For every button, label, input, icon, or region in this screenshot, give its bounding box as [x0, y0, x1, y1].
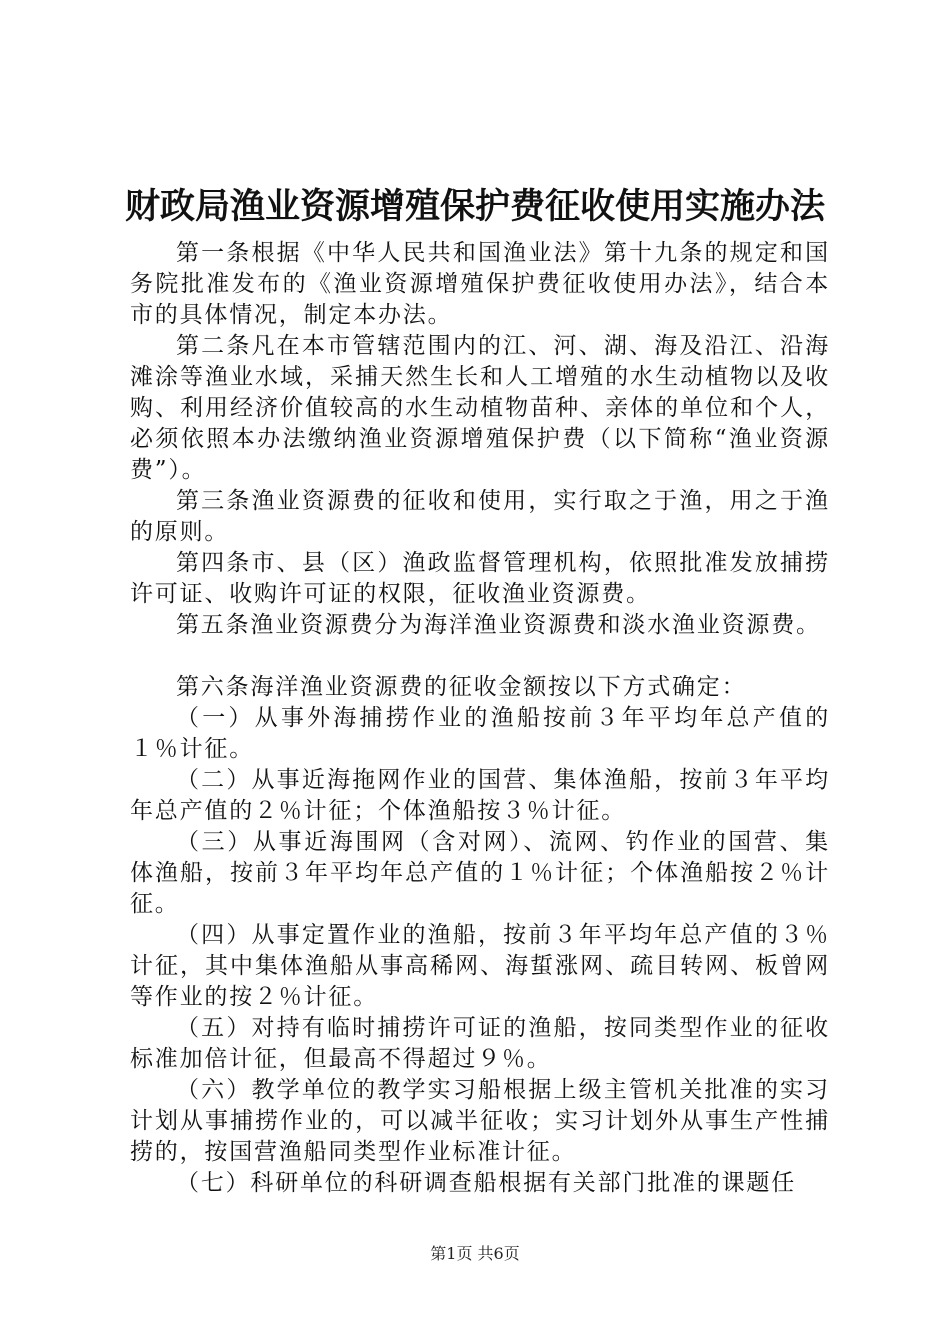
paragraph-article-2: 第二条凡在本市管辖范围内的江、河、湖、海及沿江、沿海滩涂等渔业水域，采捕天然生长和人工增殖的水生动植物以及收购、利用经济价值较高的水生动植物苗种、亲体的单位和个人，必须依照本办法缴纳渔业资源增殖保护费（以下简称“渔业资源费”）。	[130, 333, 830, 483]
paragraph-item-3: （三）从事近海围网（含对网）、流网、钓作业的国营、集体渔船，按前３年平均年总产值的１％计征；个体渔船按２％计征。	[130, 829, 830, 917]
document-body	[130, 238, 830, 1199]
paragraph-article-3: 第三条渔业资源费的征收和使用，实行取之于渔，用之于渔的原则。	[130, 488, 830, 545]
paragraph-item-1: （一）从事外海捕捞作业的渔船按前３年平均年总产值的１％计征。	[130, 705, 830, 762]
paragraph-item-2: （二）从事近海拖网作业的国营、集体渔船，按前３年平均年总产值的２％计征；个体渔船按３％计征。	[130, 767, 830, 824]
page-indicator: 第1页 共6页	[430, 1244, 520, 1263]
paragraph-item-7: （七）科研单位的科研调查船根据有关部门批准的课题任	[176, 1170, 796, 1196]
paragraph-article-6: 第六条海洋渔业资源费的征收金额按以下方式确定：	[176, 674, 747, 700]
paragraph-article-4: 第四条市、县（区）渔政监督管理机构，依照批准发放捕捞许可证、收购许可证的权限，征收渔业资源费。	[130, 550, 830, 607]
paragraph-article-1: 第一条根据《中华人民共和国渔业法》第十九条的规定和国务院批准发布的《渔业资源增殖保护费征收使用办法》，结合本市的具体情况，制定本办法。	[130, 240, 830, 328]
document-title: 财政局渔业资源增殖保护费征收使用实施办法	[124, 187, 825, 227]
paragraph-item-4: （四）从事定置作业的渔船，按前３年平均年总产值的３％计征，其中集体渔船从事高稀网、海蜇涨网、疏目转网、板曾网等作业的按２％计征。	[130, 922, 830, 1010]
paragraph-item-5: （五）对持有临时捕捞许可证的渔船，按同类型作业的征收标准加倍计征，但最高不得超过９％。	[130, 1015, 830, 1072]
paragraph-item-6: （六）教学单位的教学实习船根据上级主管机关批准的实习计划从事捕捞作业的，可以减半征收；实习计划外从事生产性捕捞的，按国营渔船同类型作业标准计征。	[130, 1077, 830, 1165]
paragraph-article-5: 第五条渔业资源费分为海洋渔业资源费和淡水渔业资源费。	[176, 612, 821, 638]
